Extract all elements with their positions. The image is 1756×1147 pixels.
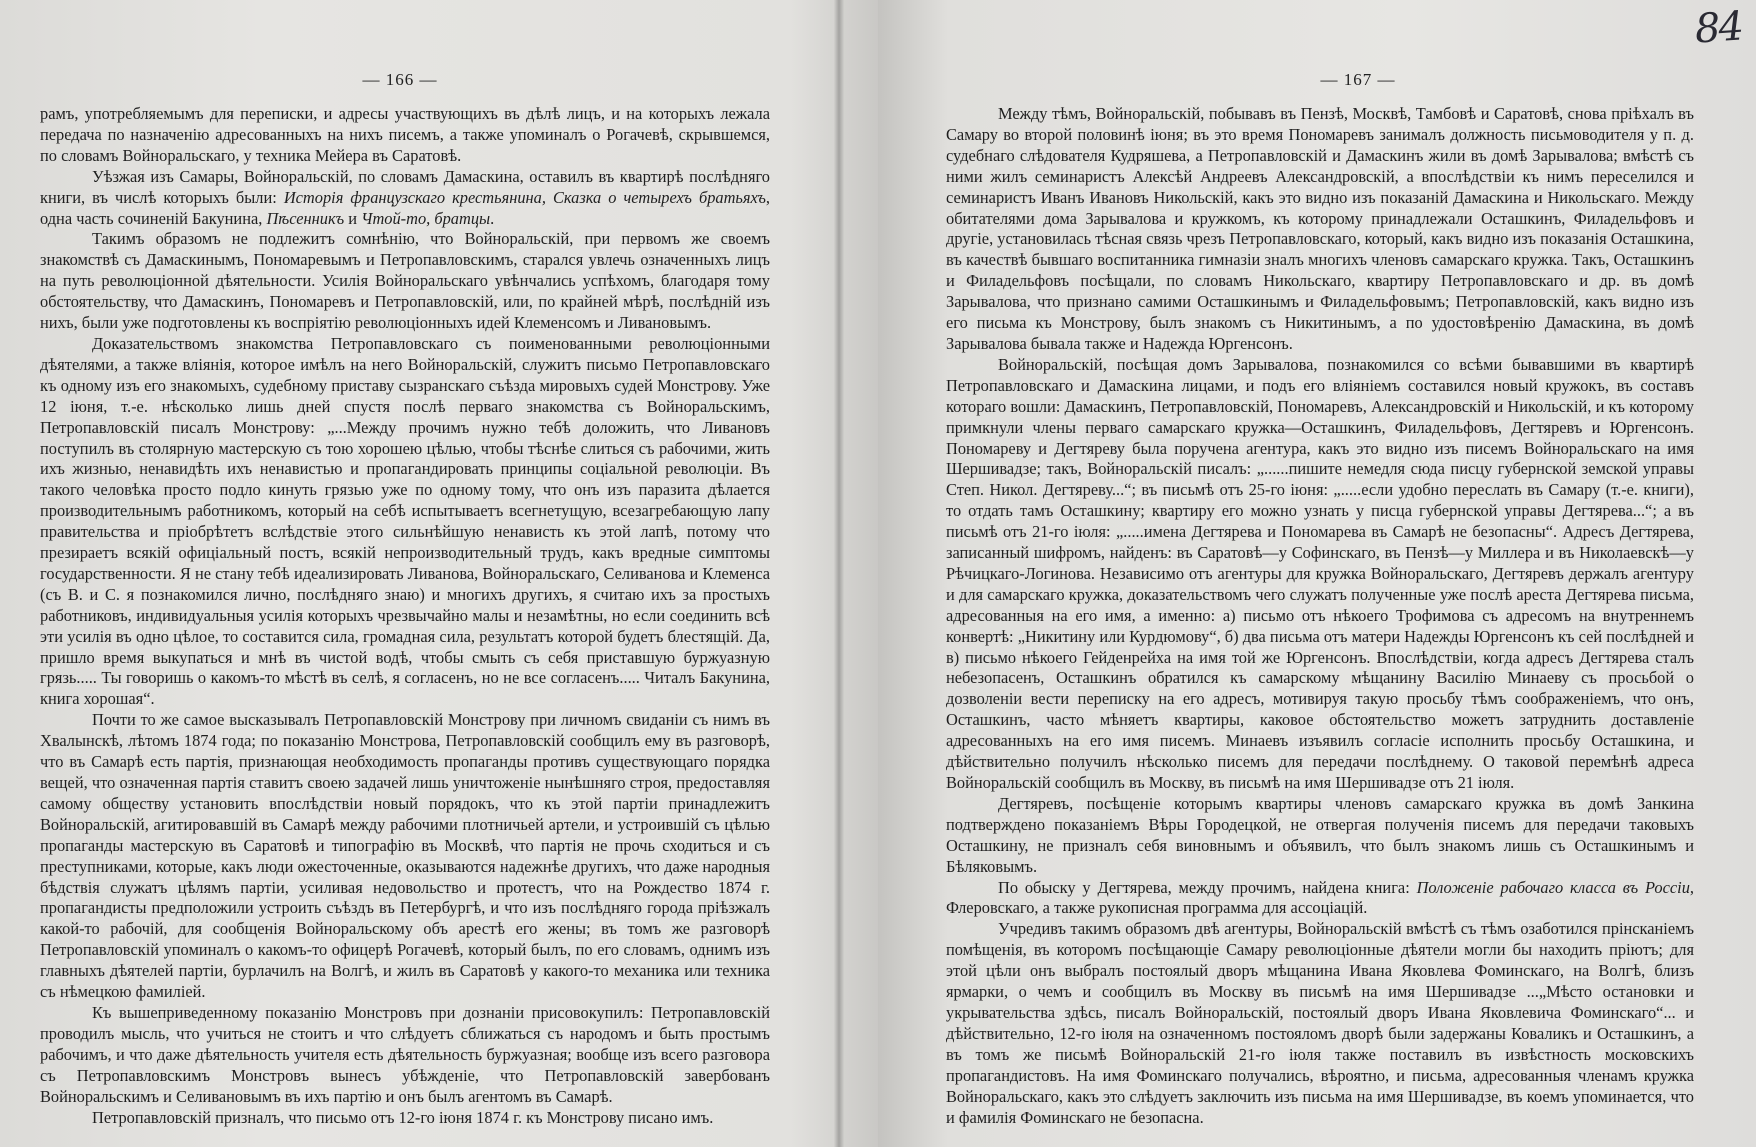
text-run: рамъ, употребляемымъ для переписки, и адресы участвующихъ въ дѣлѣ лицъ, и на которыхъ лежала передача по назначенію адресованныхъ на нихъ писемъ, а также упоминалъ о Рогачевѣ, скрывшемся, по словамъ Войноральскаго, у техника Мейера въ Саратовѣ. bbox=[40, 104, 770, 165]
text-run: Войноральскій, посѣщая домъ Зарывалова, познакомился со всѣми бывавшими въ квартирѣ Петропавловскаго и Дамаскина лицами, и подъ его вліяніемъ составился новый кружокъ, въ составъ котораго вошли: Дамаскинъ, Петропавловскій, Пономаревъ, Александровскій и Никольскій, и къ которому примкнули члены перваго самарскаго кружка—Осташкинъ, Филадельфовъ, Дегтяревъ и Юргенсонъ. Пономареву и Дегтяреву была поручена агентура, какъ это видно изъ писемъ Войноральскаго на имя Шершивадзе; такъ, Войноральскій писалъ: „......пишите немедля сюда писцу губернской земской управы Степ. Никол. Дегтяреву...“; въ письмѣ отъ 25-го іюня: „.....если удобно переслать въ Самару (т.-е. книги), то отдать тамъ Осташкину; квартиру его можно узнать у писца губернской управы Дегтярева...“; а въ письмѣ отъ 21-го іюля: „.....имена Дегтярева и Пономарева въ Самарѣ не безопасны“. Адресъ Дегтярева, записанный шифромъ, найденъ: въ Саратовѣ—у Софинскаго, въ Пензѣ—у Миллера и въ Николаевскѣ—у Рѣчицкаго-Логинова. Независимо отъ агентуры для кружка Войноральскаго, Дегтяревъ держалъ агентуру и для самарскаго кружка, доказательствомъ чего служатъ полученные уже послѣ ареста Дегтярева письма, адресованныя на его имя, а именно: а) письмо отъ нѣкоего Трофимова съ адресомъ на внутреннемъ конвертѣ: „Никитину или Курдюмову“, б) два письма отъ матери Надежды Юргенсонъ къ сей послѣдней и в) письмо нѣкоего Гейденрейха на имя той же Юргенсонъ. Впослѣдствіи, когда адресъ Дегтярева сталъ небезопасенъ, Осташкинъ обратился къ самарскому мѣщанину Василію Минаеву съ просьбой о дозволеніи вести переписку на его адресъ, мотивируя такую просьбу тѣмъ соображеніемъ, что онъ, Осташкинъ, часто мѣняетъ квартиры, каковое обстоятельство можетъ затруднить доставленіе адресованныхъ на его имя писемъ. Минаевъ изъявилъ согласіе исполнить просьбу Осташкина, и дѣйствительно получилъ нѣсколько писемъ для передачи послѣднему. О таковой перемѣнѣ адреса Войноральскій сообщилъ въ Москву, въ письмѣ на имя Шершивадзе отъ 21 іюля. bbox=[946, 354, 1695, 792]
right-page-text bbox=[946, 104, 1694, 1128]
italic-title: Исторія французскаго крестьянина, Сказка о четырехъ братьяхъ bbox=[283, 187, 766, 207]
text-run: Учредивъ такимъ образомъ двѣ агентуры, Войноральскій вмѣстѣ съ тѣмъ озаботился прінсканіемъ помѣщенія, въ которомъ посѣщающіе Самару революціонные дѣятели могли бы находить пріютъ; для этой цѣли онъ выбралъ постоялый дворъ мѣщанина Ивана Яковлева Фоминскаго, на Волгѣ, близъ ярмарки, о чемъ и сообщилъ въ Москву въ письмѣ на имя Шершивадзе ...„Мѣсто остановки и укрывательства здѣсь, писалъ Войноральскій, постоялый дворъ Ивана Яковлевича Фоминскаго“... и дѣйствительно, 12-го іюля на означенномъ постояломъ дворѣ были задержаны Коваликъ и Осташкинъ, а въ томъ же письмѣ Войноральскій 21-го іюля также поставилъ въ извѣстность московскихъ пропагандистовъ. На имя Фоминскаго получались, вѣроятно, и письма, адресованныя членамъ кружка Войноральскаго, какъ это слѣдуетъ заключить изъ письма на имя Шершивадзе, въ коемъ упоминается, что и фамилія Фоминскаго не безопасна. bbox=[946, 919, 1694, 1127]
left-page-text bbox=[40, 104, 770, 1128]
text-run: Доказательствомъ знакомства Петропавловскаго съ поименованными революціонными дѣятелями, а также вліянія, которое имѣлъ на него Войноральскій, служитъ письмо Петропавловскаго къ одному изъ его знакомыхъ, судебному приставу сызранскаго съѣзда мировыхъ судей Монстрову. Уже 12 іюня, т.-е. нѣсколько лишь дней спустя послѣ перваго знакомства съ Войноральскимъ, Петропавловскій писалъ Монстрову: „...Между прочимъ нужно тебѣ доложить, что Ливановъ поступилъ въ столярную мастерскую съ тою хорошею цѣлью, чтобы тѣснѣе слиться съ рабочими, жить ихъ жизнью, ненавидѣть ихъ ненавистью и пропагандировать принципы соціальной революціи. Въ такого человѣка просто подло кинуть грязью уже по одному тому, что онъ изъ паразита дѣлается производительнымъ работникомъ, который на себѣ испытываетъ всегнетущую, всезагребающую лапу правительства и пріобрѣтетъ вслѣдствіе этого сильнѣйшую ненависть къ этой лапѣ, потому что презираетъ всякій офиціальный постъ, всякій непроизводительный трудъ, какъ вредные симптомы государственности. Я не стану тебѣ идеализировать Ливанова, Войноральскаго, Селиванова и Клеменса (съ В. и С. я познакомился лично, послѣдняго знаю) и многихъ другихъ, я считаю ихъ за простыхъ работниковъ, индивидуальныя усилія которыхъ чрезвычайно малы и незамѣтны, но если соединить всѣ эти усилія въ одно цѣлое, то составится сила, громадная сила, результатъ которой будетъ блестящій. Да, пришло время выкупаться и мнѣ въ чистой водѣ, чтобы смыть съ себя приставшую буржуазную грязь..... Ты говоришь о какомъ-то мѣстѣ въ селѣ, я согласенъ, но не все согласенъ..... Читалъ Бакунина, книга хорошая“. bbox=[40, 333, 770, 709]
paragraph bbox=[40, 334, 770, 710]
paragraph bbox=[946, 104, 1694, 355]
text-run: и bbox=[344, 208, 362, 228]
paragraph bbox=[40, 229, 770, 334]
text-run: Дегтяревъ, посѣщеніе которымъ квартиры членовъ самарскаго кружка въ домѣ Занкина подтверждено показаніемъ Вѣры Городецкой, не отвергая полученія писемъ для передачи таковыхъ Осташкину, не призналъ себя виновнымъ и объявилъ, что былъ знакомъ лишь съ Осташкинымъ и Бѣляковымъ. bbox=[946, 793, 1694, 876]
page-number: — 167 — bbox=[1320, 70, 1396, 89]
paragraph bbox=[40, 104, 770, 167]
right-page bbox=[878, 0, 1756, 1147]
handwritten-folio-number: 84 bbox=[1693, 3, 1744, 53]
text-run: Между тѣмъ, Войноральскій, побывавъ въ Пензѣ, Москвѣ, Тамбовѣ и Саратовѣ, снова пріѣхалъ въ Самару во второй половинѣ іюня; въ это время Пономаревъ занималъ должность письмоводителя у п. д. судебнаго слѣдователя Кудряшева, а Петропавловскій и Дамаскинъ жили въ домѣ Зарывалова; вмѣстѣ съ ними жилъ семинаристъ Алексѣй Андреевъ Александровскій, а впослѣдствіи къ нимъ переселился и семинаристъ Иванъ Ивановъ Никольскій, какъ это видно изъ показаній Дамаскина и Никольскаго. Между обитателями дома Зарывалова и кружкомъ, къ которому принадлежали Осташкинъ, Филадельфовъ и другіе, установилась тѣсная связь чрезъ Петропавловскаго, который, какъ видно изъ показанія Осташкина, въ качествѣ бывшаго воспитанника гимназіи зналъ многихъ членовъ самарскаго кружка. Такъ, Осташкинъ и Филадельфовъ посѣщали, по словамъ Никольскаго, квартиру Петропавловскаго и др. въ домѣ Зарывалова, что признано самими Осташкинымъ и Филадельфовымъ; Петропавловскій, какъ видно изъ его письма къ Монстрову, былъ знакомъ съ Никитинымъ, а по удостовѣренію Дамаскина, въ домѣ Зарывалова бывала также и Надежда Юргенсонъ. bbox=[946, 104, 1694, 353]
text-run: Уѣзжая изъ Самары, Войноральскій, по словамъ Дамаскина, оставилъ въ квартирѣ послѣдняго книги, въ числѣ которыхъ были: bbox=[40, 166, 770, 207]
paragraph bbox=[40, 1108, 770, 1129]
italic-title: Чтой-то, братцы bbox=[361, 208, 491, 228]
italic-title: Положеніе рабочаго класса въ Россіи bbox=[1416, 877, 1690, 897]
text-run: Петропавловскій призналъ, что письмо отъ 12-го іюня 1874 г. къ Монстрову писано имъ. bbox=[92, 1107, 714, 1127]
text-run: По обыску у Дегтярева, между прочимъ, найдена книга: bbox=[998, 877, 1417, 897]
text-run: , одна часть сочиненій Бакунина, bbox=[40, 187, 770, 228]
page-number: — 166 — bbox=[362, 70, 438, 89]
paragraph bbox=[946, 355, 1694, 794]
paragraph bbox=[946, 878, 1694, 920]
text-run: Почти то же самое высказывалъ Петропавловскій Монстрову при личномъ свиданіи съ нимъ въ Хвалынскѣ, лѣтомъ 1874 года; по показанію Монстрова, Петропавловскій сообщилъ ему въ разговорѣ, что въ Самарѣ есть партія, признающая необходимость пропаганды противъ существующаго порядка вещей, что означенная партія ставитъ своею задачей лишь уничтоженіе нынѣшняго строя, предоставляя самому обществу установить впослѣдствіи новый порядокъ, что къ этой партіи принадлежитъ Войноральскій, агитировавшій въ Самарѣ между рабочими плотничьей артели, и устроившій съ цѣлью пропаганды мастерскую въ Саратовѣ и типографію въ Москвѣ, что партія не прочь сходиться и съ преступниками, которые, какъ люди ожесточенные, оказываются надежнѣе другихъ, что даже народныя бѣдствія служатъ цѣлямъ партіи, усиливая недовольство и протестъ, что на Рождество 1874 г. пропагандисты предположили устроить съѣздъ въ Петербургѣ, и что изъ послѣдняго города пріѣзжалъ какой-то рабочій, для сообщенія Войноральскому объ арестѣ его жены; въ томъ же разговорѣ Петропавловскій упоминалъ о какомъ-то офицерѣ Рогачевѣ, который былъ, по его словамъ, однимъ изъ главныхъ дѣятелей партіи, бурлачилъ на Волгѣ, и жилъ въ Саратовѣ у какого-то механика или техника съ нѣмецкою фамиліей. bbox=[40, 710, 770, 1002]
text-run: Такимъ образомъ не подлежитъ сомнѣнію, что Войноральскій, при первомъ же своемъ знакомствѣ съ Дамаскинымъ, Пономаревымъ и Петропавловскимъ, старался увлечь означенныхъ лицъ на путь революціонной дѣятельности. Усилія Войноральскаго увѣнчались успѣхомъ, благодаря тому обстоятельству, что Дамаскинъ, Пономаревъ и Петропавловскій, или, по крайней мѣрѣ, послѣдній изъ нихъ, были уже подготовлены къ воспріятію революціонныхъ идей Клеменсомъ и Ливановымъ. bbox=[40, 229, 770, 333]
text-run: Къ вышеприведенному показанію Монстровъ при дознаніи присовокупилъ: Петропавловскій проводилъ мысль, что учиться не стоитъ и что слѣдуетъ сближаться съ народомъ и быть простымъ рабочимъ, и что даже дѣятельность учителя есть дѣятельность буржуазная; вообще изъ всего разговора съ Петропавловскимъ Монстровъ вынесъ убѣжденіе, что Петропавловскій завербованъ Войноральскимъ и Селивановымъ въ ихъ партію и онъ былъ агентомъ въ Самарѣ. bbox=[40, 1002, 770, 1106]
paragraph bbox=[40, 710, 770, 1003]
book-gutter bbox=[834, 0, 844, 1147]
paragraph bbox=[40, 167, 770, 230]
italic-title: Пѣсенникъ bbox=[266, 208, 345, 228]
paragraph bbox=[946, 919, 1694, 1128]
paragraph bbox=[946, 794, 1694, 878]
text-run: , Флеровскаго, а также рукописная программа для ассоціацій. bbox=[946, 877, 1694, 918]
paragraph bbox=[40, 1003, 770, 1108]
text-run: . bbox=[490, 208, 495, 228]
